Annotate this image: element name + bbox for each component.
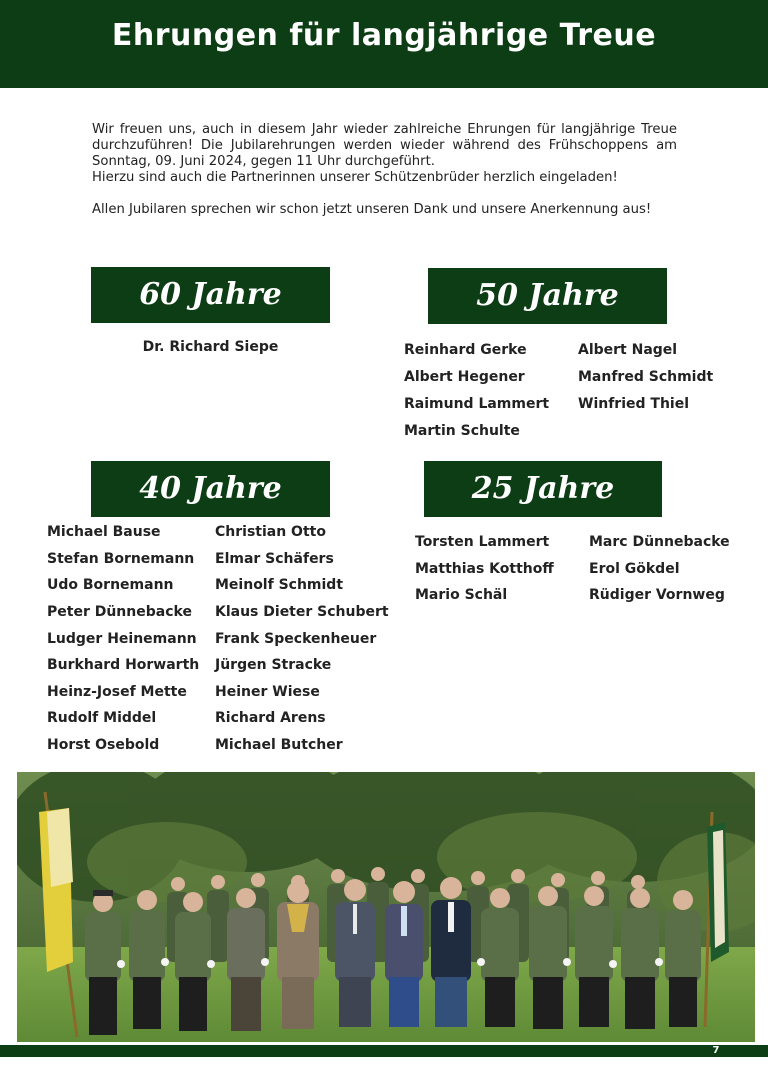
- jubilar-name: Meinolf Schmidt: [215, 577, 344, 593]
- jubilar-name: Heinz-Josef Mette: [47, 684, 187, 700]
- jubilar-name: Ludger Heinemann: [47, 631, 197, 647]
- jubilar-name: Heiner Wiese: [215, 684, 320, 700]
- jubilar-name: Burkhard Horwarth: [47, 657, 200, 673]
- jubilar-name: Michael Butcher: [215, 737, 343, 753]
- page-number: 7: [712, 1045, 720, 1056]
- jubilar-name: Erol Gökdel: [589, 561, 680, 577]
- intro-paragraph-1: Wir freuen uns, auch in diesem Jahr wieder zahlreiche Ehrungen für langjährige Treue durchzuführen! Die Jubilarehrungen werden wieder während des Frühschoppens am Sonntag, 09. Juni 2024, gegen 11 Uhr durchgeführt.: [92, 122, 677, 169]
- jubilar-name: Jürgen Stracke: [215, 657, 332, 673]
- jubilar-name: Peter Dünnebacke: [47, 604, 192, 620]
- jubilar-name: Rüdiger Vornweg: [589, 587, 725, 603]
- jubilar-name: Christian Otto: [215, 524, 326, 540]
- jubilar-name: Reinhard Gerke: [404, 342, 527, 358]
- jubilar-name: Dr. Richard Siepe: [142, 339, 279, 355]
- jubilar-name: Mario Schäl: [415, 587, 508, 603]
- jubilar-name: Udo Bornemann: [47, 577, 174, 593]
- section-25-title: 25 Jahre: [424, 461, 662, 517]
- jubilar-name: Albert Nagel: [578, 342, 678, 358]
- group-photo: [17, 772, 755, 1042]
- jubilar-name: Raimund Lammert: [404, 396, 550, 412]
- jubilar-name: Michael Bause: [47, 524, 161, 540]
- footer-bar: [0, 1045, 768, 1057]
- jubilar-name: Horst Osebold: [47, 737, 160, 753]
- section-60-title: 60 Jahre: [91, 267, 330, 323]
- page-header: [0, 0, 768, 88]
- intro-paragraph-3: Allen Jubilaren sprechen wir schon jetzt unseren Dank und unsere Anerkennung aus!: [92, 202, 652, 217]
- jubilar-name: Marc Dünnebacke: [589, 534, 730, 550]
- intro-paragraph-2: Hierzu sind auch die Partnerinnen unserer Schützenbrüder herzlich eingeladen!: [92, 170, 618, 185]
- jubilar-name: Stefan Bornemann: [47, 551, 195, 567]
- jubilar-name: Richard Arens: [215, 710, 326, 726]
- jubilar-name: Martin Schulte: [404, 423, 520, 439]
- section-40-title: 40 Jahre: [91, 461, 330, 517]
- jubilar-name: Elmar Schäfers: [215, 551, 334, 567]
- jubilar-name: Albert Hegener: [404, 369, 525, 385]
- jubilar-name: Rudolf Middel: [47, 710, 157, 726]
- section-50-title: 50 Jahre: [428, 268, 667, 324]
- jubilar-name: Matthias Kotthoff: [415, 561, 554, 577]
- jubilar-name: Winfried Thiel: [578, 396, 690, 412]
- jubilar-name: Klaus Dieter Schubert: [215, 604, 389, 620]
- intro-text: [92, 122, 677, 218]
- jubilar-name: Torsten Lammert: [415, 534, 550, 550]
- jubilar-name: Manfred Schmidt: [578, 369, 714, 385]
- jubilar-name: Frank Speckenheuer: [215, 631, 377, 647]
- page-title: Ehrungen für langjährige Treue: [111, 18, 657, 53]
